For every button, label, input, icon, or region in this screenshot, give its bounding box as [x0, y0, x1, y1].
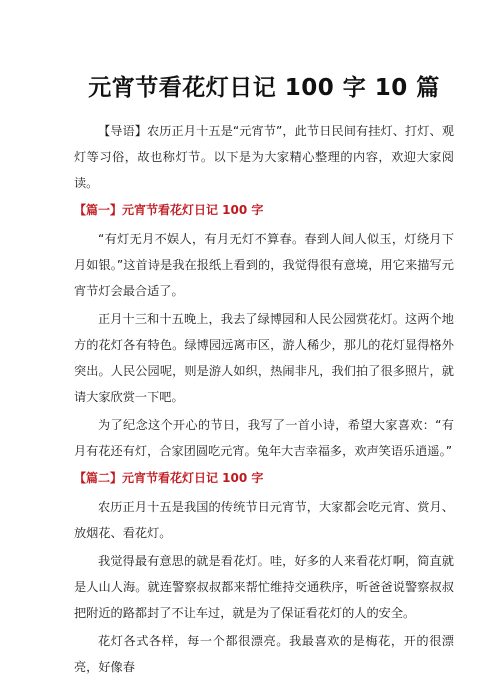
section-paragraph: 我觉得最有意思的就是看花灯。哇，好多的人来看花灯啊，简直就是人山人海。就连警察叔叔都来帮忙维持交通秩序，听爸爸说警察叔叔把附近的路都封了不让车过，就是为了保证看花灯的人的安全。 [74, 554, 454, 620]
section-heading: 【篇二】元宵节看花灯日记 100 字 [74, 471, 264, 485]
document-page [74, 0, 454, 680]
section-paragraph: “有灯无月不娱人，有月无灯不算春。春到人间人似玉，灯绕月下月如银。”这首诗是我在报纸上看到的，我觉得很有意境，用它来描写元宵节灯会最合适了。 [74, 232, 454, 298]
section-paragraph: 正月十三和十五晚上，我去了绿博园和人民公园赏花灯。这两个地方的花灯各有特色。绿博园远离市区，游人稀少，那儿的花灯显得格外突出。人民公园呢，则是游人如织，热闹非凡，我们拍了很多照片，就请大家欣赏一下吧。 [74, 312, 454, 404]
section-paragraph: 为了纪念这个开心的节日，我写了一首小诗，希望大家喜欢：“有月有花还有灯，合家团圆吃元宵。兔年大吉幸福多，欢声笑语乐逍遥。” [74, 418, 454, 458]
section-paragraph: 花灯各式各样，每一个都很漂亮。我最喜欢的是梅花，开的很漂亮，好像春 [74, 634, 454, 674]
section-two [74, 466, 454, 680]
section-paragraph: 农历正月十五是我国的传统节日元宵节，大家都会吃元宵、赏月、放烟花、看花灯。 [74, 500, 454, 540]
section-one [74, 198, 454, 464]
section-heading: 【篇一】元宵节看花灯日记 100 字 [74, 203, 264, 217]
document-title: 元宵节看花灯日记 100 字 10 篇 [88, 75, 440, 101]
intro-paragraph: 【导语】农历正月十五是“元宵节”，此节日民间有挂灯、打灯、观灯等习俗，故也称灯节。以下是为大家精心整理的内容，欢迎大家阅读。 [74, 124, 454, 190]
